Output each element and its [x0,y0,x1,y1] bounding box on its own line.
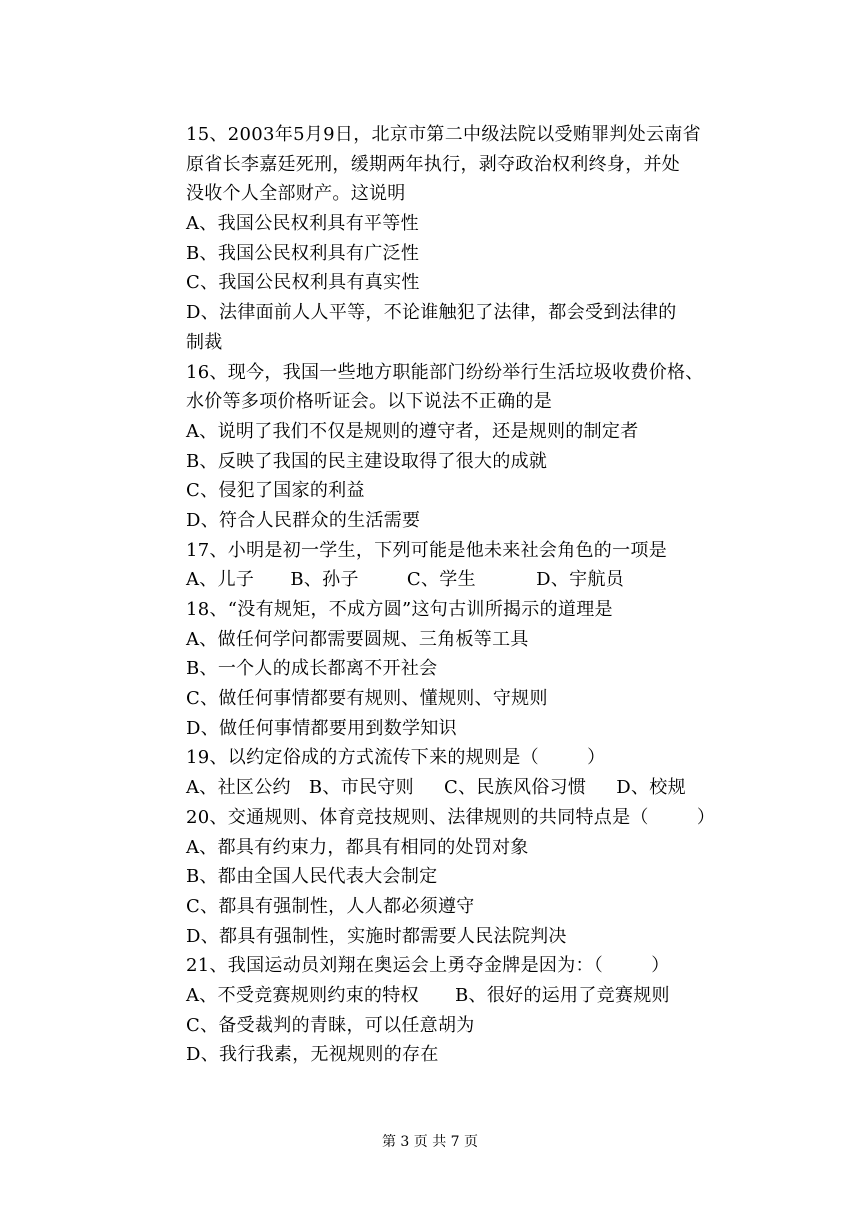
question-18-line-1: 18、“没有规矩，不成方圆”这句古训所揭示的道理是 [186,599,613,620]
question-19-options: A、社区公约 B、市民守则 C、民族风俗习惯 D、校规 [186,777,686,799]
question-15-option-b: B、我国公民权利具有广泛性 [186,242,420,264]
question-21-line-1: 21、我国运动员刘翔在奥运会上勇夺金牌是因为：（ ） [186,955,670,977]
question-15-option-a: A、我国公民权利具有平等性 [186,213,419,235]
question-20-option-c: C、都具有强制性，人人都必须遵守 [186,895,475,917]
question-16-line-1: 16、现今，我国一些地方职能部门纷纷举行生活垃圾收费价格、 [186,361,704,383]
question-17-options: A、儿子 B、孙子 C、学生 D、宇航员 [186,569,625,591]
question-18-option-d: D、做任何事情都要用到数学知识 [186,717,457,739]
question-15-option-d-cont: 制裁 [186,331,223,353]
question-20-option-b: B、都由全国人民代表大会制定 [186,866,438,888]
page-number-footer: 第 3 页 共 7 页 [381,1134,479,1150]
question-19-line-1: 19、以约定俗成的方式流传下来的规则是（ ） [186,747,606,769]
question-18-option-a: A、做任何学问都需要圆规、三角板等工具 [186,628,529,650]
question-18-option-b: B、一个人的成长都离不开社会 [186,658,438,680]
question-20-option-a: A、都具有约束力，都具有相同的处罚对象 [186,836,529,858]
question-16-option-a: A、说明了我们不仅是规则的遵守者，还是规则的制定者 [186,420,639,442]
question-20-line-1: 20、交通规则、体育竞技规则、法律规则的共同特点是（ ） [186,806,716,828]
question-15-line-1: 15、2003年5月9日，北京市第二中级法院以受贿罪判处云南省 [186,124,701,145]
question-16-option-b: B、反映了我国的民主建设取得了很大的成就 [186,450,548,472]
question-17-line-1: 17、小明是初一学生，下列可能是他未来社会角色的一项是 [186,539,668,561]
question-16-option-c: C、侵犯了国家的利益 [186,480,365,502]
question-18-option-c: C、做任何事情都要有规则、懂规则、守规则 [186,688,548,710]
question-15-option-c: C、我国公民权利具有真实性 [186,272,420,294]
question-15-option-d: D、法律面前人人平等，不论谁触犯了法律，都会受到法律的 [186,302,677,324]
question-16-line-2: 水价等多项价格听证会。以下说法不正确的是 [186,391,552,413]
question-16-option-d: D、符合人民群众的生活需要 [186,509,421,531]
question-15-line-2: 原省长李嘉廷死刑，缓期两年执行，剥夺政治权利终身，并处 [186,153,681,175]
question-15-line-3: 没收个人全部财产。这说明 [186,183,406,205]
question-21-options-ab: A、不受竞赛规则约束的特权 B、很好的运用了竞赛规则 [186,984,670,1006]
question-21-option-d: D、我行我素，无视规则的存在 [186,1044,439,1066]
document-body [186,120,716,1070]
question-20-option-d: D、都具有强制性，实施时都需要人民法院判决 [186,925,567,947]
question-21-option-c: C、备受裁判的青睐，可以任意胡为 [186,1014,475,1036]
